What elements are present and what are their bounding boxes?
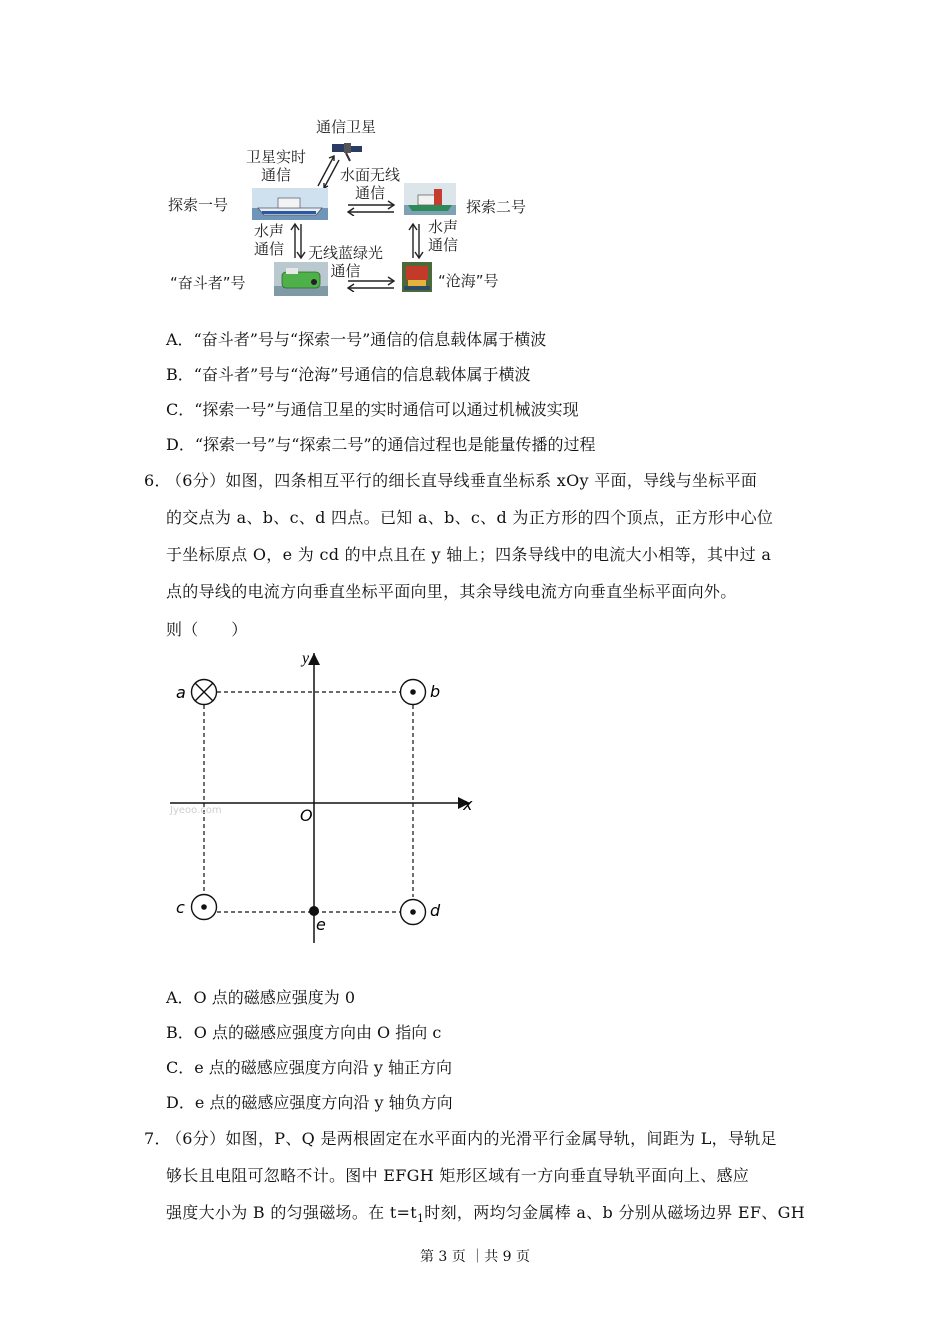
point-e-label: e (316, 915, 326, 934)
q7-line-3 (166, 1200, 805, 1225)
y-axis-label: y (302, 650, 310, 667)
point-b-label: b (430, 682, 441, 701)
q6-figure (160, 645, 490, 955)
x-axis-label: x (463, 795, 473, 814)
ship1-photo (252, 188, 328, 220)
q7-line-3-part-b: 时刻，两均匀金属棒 a、b 分别从磁场边界 EF、GH (424, 1203, 805, 1222)
q5-option-c: C．“探索一号”与通信卫星的实时通信可以通过机械波实现 (166, 400, 579, 419)
q5-option-d: D．“探索一号”与“探索二号”的通信过程也是能量传播的过程 (166, 435, 596, 454)
q6-line-4: 点的导线的电流方向垂直坐标平面向里，其余导线电流方向垂直坐标平面向外。 (166, 582, 737, 601)
satellite-label: 通信卫星 (316, 118, 377, 136)
ship2-photo (404, 183, 456, 215)
page-footer: 第 3 页 ｜共 9 页 (419, 1249, 531, 1265)
point-c-label: c (176, 898, 185, 917)
q7-number: 7． (144, 1129, 171, 1148)
q5-option-a: A．“奋斗者”号与“探索一号”通信的信息载体属于横波 (166, 330, 547, 349)
acoustic-left-arrows (290, 220, 306, 262)
point-a-label: a (176, 683, 186, 702)
surface-link-label: 水面无线 通信 (340, 166, 401, 202)
q7-line-1: （6分）如图，P、Q 是两根固定在水平面内的光滑平行金属导轨，间距为 L，导轨足 (166, 1129, 777, 1148)
surface-link-arrows (344, 200, 398, 216)
q6-option-c: C．e 点的磁感应强度方向沿 y 轴正方向 (166, 1058, 453, 1077)
q6-option-a: A．O 点的磁感应强度为 0 (166, 988, 356, 1007)
point-d-label: d (430, 901, 441, 920)
q5-option-b: B．“奋斗者”号与“沧海”号通信的信息载体属于横波 (166, 365, 531, 384)
q6-line-5: 则（ ） (166, 620, 248, 639)
satellite-link-arrows (312, 150, 342, 190)
origin-label: O (300, 806, 313, 825)
q6-line-3: 于坐标原点 O，e 为 cd 的中点且在 y 轴上；四条导线中的电流大小相等，其中过 a (166, 545, 772, 564)
acoustic-left-label: 水声 通信 (254, 222, 285, 258)
bluegreen-link-arrows (344, 276, 398, 292)
q6-option-b: B．O 点的磁感应强度方向由 O 指向 c (166, 1023, 442, 1042)
q7-line-3-subscript: 1 (416, 1212, 425, 1226)
sub1-photo (274, 262, 328, 296)
q6-option-d: D．e 点的磁感应强度方向沿 y 轴负方向 (166, 1093, 453, 1112)
sub1-label: “奋斗者”号 (170, 274, 246, 292)
acoustic-right-label: 水声 通信 (428, 218, 459, 254)
ship1-label: 探索一号 (168, 196, 229, 214)
satellite-link-label: 卫星实时 通信 (246, 148, 307, 184)
sub2-label: “沧海”号 (438, 272, 499, 290)
watermark: Jyeoo.com (170, 805, 222, 816)
acoustic-right-arrows (408, 220, 424, 262)
q7-line-3-part-a: 强度大小为 B 的匀强磁场。在 t=t (166, 1203, 417, 1222)
bluegreen-link-label: 无线蓝绿光 通信 (308, 244, 384, 280)
sub2-photo (402, 262, 432, 292)
q6-number: 6． (144, 471, 171, 490)
q6-line-2: 的交点为 a、b、c、d 四点。已知 a、b、c、d 为正方形的四个顶点，正方形中心位 (166, 508, 774, 527)
ship2-label: 探索二号 (466, 198, 527, 216)
q6-line-1: （6分）如图，四条相互平行的细长直导线垂直坐标系 xOy 平面，导线与坐标平面 (166, 471, 758, 490)
q7-line-2: 够长且电阻可忽略不计。图中 EFGH 矩形区域有一方向垂直导轨平面向上、感应 (166, 1166, 750, 1185)
